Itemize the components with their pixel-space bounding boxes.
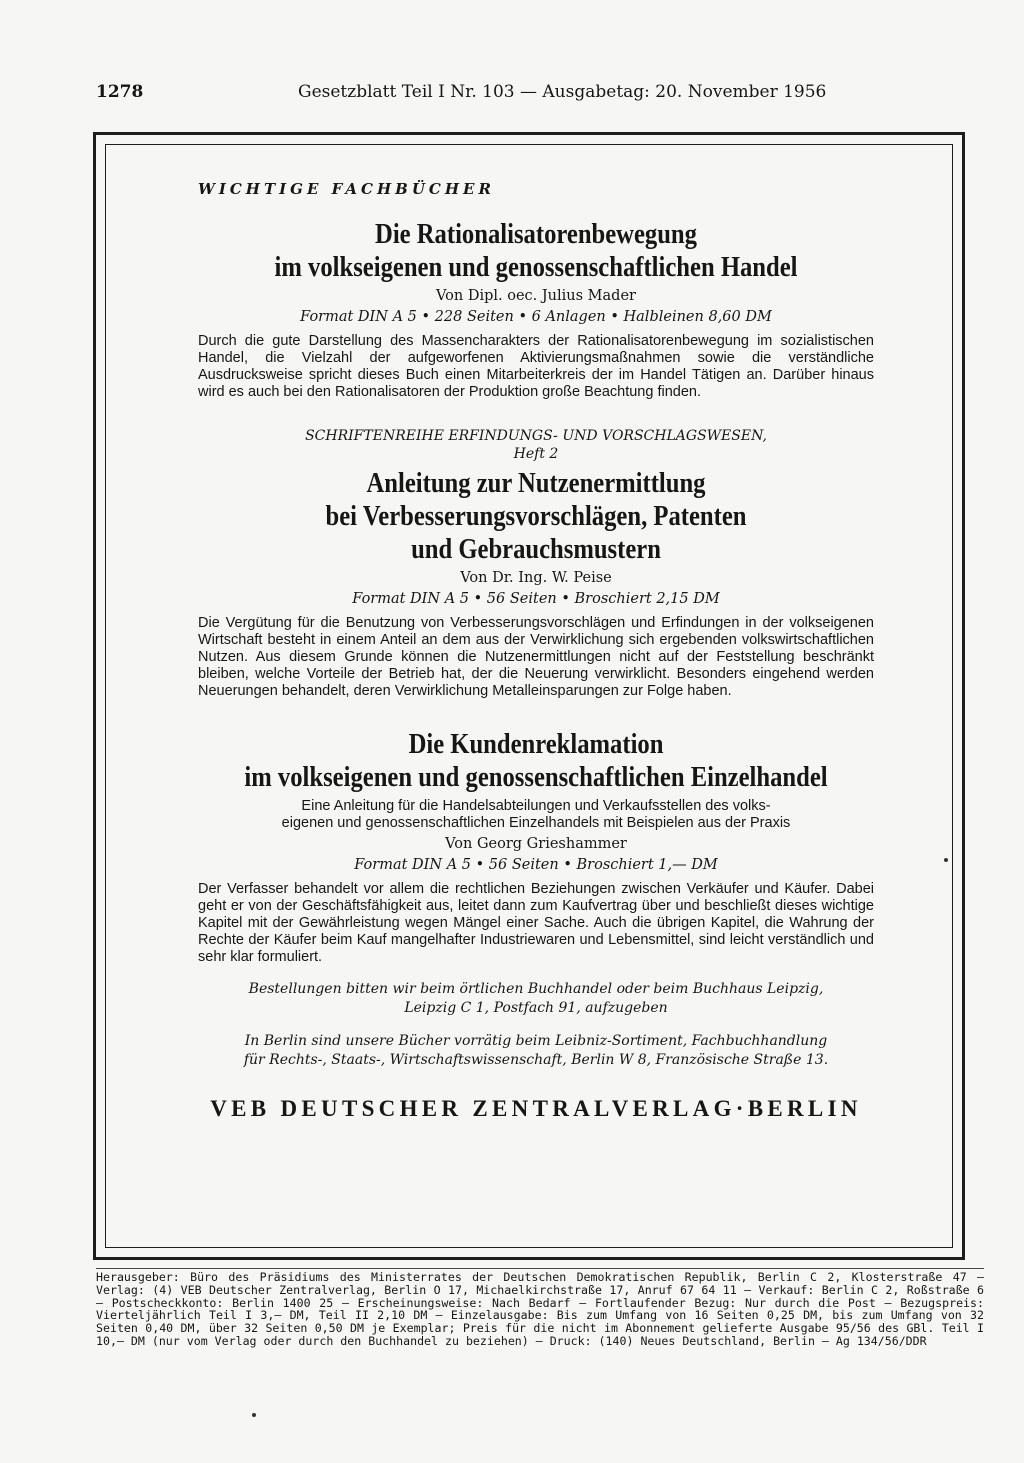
order-note	[198, 980, 874, 1018]
publisher-name: VEB DEUTSCHER ZENTRALVERLAG·BERLIN	[210, 1096, 862, 1121]
series-issue: Heft 2	[513, 446, 559, 462]
book-title-line: Anleitung zur Nutzenermittlung	[366, 468, 706, 499]
print-speck	[252, 1413, 256, 1417]
series-title: SCHRIFTENREIHE ERFINDUNGS- UND VORSCHLAGSWESEN,	[305, 428, 767, 444]
book-entry	[198, 427, 874, 700]
book-description: Der Verfasser behandelt vor allem die rechtlichen Beziehungen zwischen Verkäufer und Käufer. Dabei geht er von der Geschäftsfähigkeit aus, leitet dann zum Kaufvertrag über und beschließt dieses wichtige Kapitel mit der Gewährleistung wegen Mängel einer Sache. Auch die übrigen Kapitel, die Wahrung der Rechte der Käufer beim Kauf mangelhafter Industriewaren und Lebensmittel, sind leicht verständlich und sehr klar formuliert.	[198, 881, 874, 965]
book-description: Durch die gute Darstellung des Massencharakters der Rationalisatorenbewegung im sozialistischen Handel, die Vielzahl der aufgeworfenen Aktivierungsmaßnahmen sowie die verständliche Ausdrucksweise spricht dieses Buch einen Mitarbeiterkreis der im Handel Tätigen an. Darüber hinaus wird es auch bei den Rationalisatoren der Produktion große Beachtung finden.	[198, 333, 874, 400]
berlin-note	[198, 1032, 874, 1070]
book-title-line: Die Kundenreklamation	[408, 729, 664, 760]
order-note-line: Leipzig C 1, Postfach 91, aufzugeben	[404, 1000, 668, 1016]
berlin-note-line: In Berlin sind unsere Bücher vorrätig beim Leibniz-Sortiment, Fachbuchhandlung	[244, 1033, 828, 1049]
book-format: Format DIN A 5 • 228 Seiten • 6 Anlagen • Halbleinen 8,60 DM	[300, 309, 772, 325]
book-entry	[198, 218, 874, 401]
book-title-line: im volkseigenen und genossenschaftlichen Einzelhandel	[244, 762, 828, 793]
book-format: Format DIN A 5 • 56 Seiten • Broschiert 2,15 DM	[352, 591, 720, 607]
book-title-line: im volkseigenen und genossenschaftlichen Handel	[274, 252, 798, 283]
berlin-note-line: für Rechts-, Staats-, Wirtschaftswissenschaft, Berlin W 8, Französische Straße 13.	[243, 1052, 829, 1068]
print-speck	[944, 858, 948, 862]
book-title-line: bei Verbesserungsvorschlägen, Patenten	[325, 501, 747, 532]
book-title	[239, 218, 834, 284]
imprint-divider	[96, 1268, 984, 1269]
advert-content	[198, 180, 874, 1122]
book-author: Von Georg Grieshammer	[445, 836, 627, 852]
book-title	[239, 728, 834, 794]
book-subtitle	[198, 798, 874, 832]
book-subtitle-line: Eine Anleitung für die Handelsabteilungen und Verkaufsstellen des volks-	[301, 798, 771, 814]
page-number: 1278	[96, 82, 144, 102]
book-subtitle-line: eigenen und genossenschaftlichen Einzelhandels mit Beispielen aus der Praxis	[281, 815, 791, 831]
section-kicker: WICHTIGE FACHBÜCHER	[198, 180, 495, 198]
gazette-title: Gesetzblatt Teil I Nr. 103 — Ausgabetag: 20. November 1956	[298, 82, 827, 102]
book-description: Die Vergütung für die Benutzung von Verbesserungsvorschlägen und Erfindungen in der volkseigenen Wirtschaft besteht in einem Anteil an dem aus der Verwirklichung sich ergebenden volkswirtschaftlichen Nutzen. Aus diesem Grunde können die Nutzenermittlungen nicht auf der Feststellung beschränkt bleiben, welche Vorteile der Betrieb hat, der die Neuerung verwirklicht. Besonders eingehend werden Neuerungen behandelt, deren Verwirklichung Metalleinsparungen zur Folge haben.	[198, 615, 874, 699]
order-note-line: Bestellungen bitten wir beim örtlichen Buchhandel oder beim Buchhaus Leipzig,	[248, 981, 824, 997]
book-author: Von Dr. Ing. W. Peise	[460, 570, 612, 586]
book-author: Von Dipl. oec. Julius Mader	[436, 288, 636, 304]
page-header	[96, 82, 827, 106]
book-title	[239, 467, 834, 566]
book-title-line: Die Rationalisatorenbewegung	[375, 219, 697, 250]
book-title-line: und Gebrauchsmustern	[411, 534, 661, 565]
book-entry	[198, 728, 874, 966]
book-format: Format DIN A 5 • 56 Seiten • Broschiert 1,— DM	[354, 857, 718, 873]
imprint: Herausgeber: Büro des Präsidiums des Ministerrates der Deutschen Demokratischen Republik, Berlin C 2, Klosterstraße 47 — Verlag: (4) VEB Deutscher Zentralverlag, Berlin O 17, Michaelkirchstraße 17, Anruf 67 64 11 — Verkauf: Berlin C 2, Roßstraße 6 — Postscheckkonto: Berlin 1400 25 — Erscheinungsweise: Nach Bedarf — Fortlaufender Bezug: Nur durch die Post — Bezugspreis: Vierteljährlich Teil I 3,— DM, Teil II 2,10 DM — Einzelausgabe: Bis zum Umfang von 16 Seiten 0,25 DM, bis zum Umfang von 32 Seiten 0,40 DM, über 32 Seiten 0,50 DM je Exemplar; Preis für die nicht im Abonnement gelieferte Ausgabe 95/56 des GBl. Teil I 10,— DM (nur vom Verlag oder durch den Buchhandel zu beziehen) — Druck: (140) Neues Deutschland, Berlin — Ag 134/56/DDR	[96, 1270, 984, 1348]
